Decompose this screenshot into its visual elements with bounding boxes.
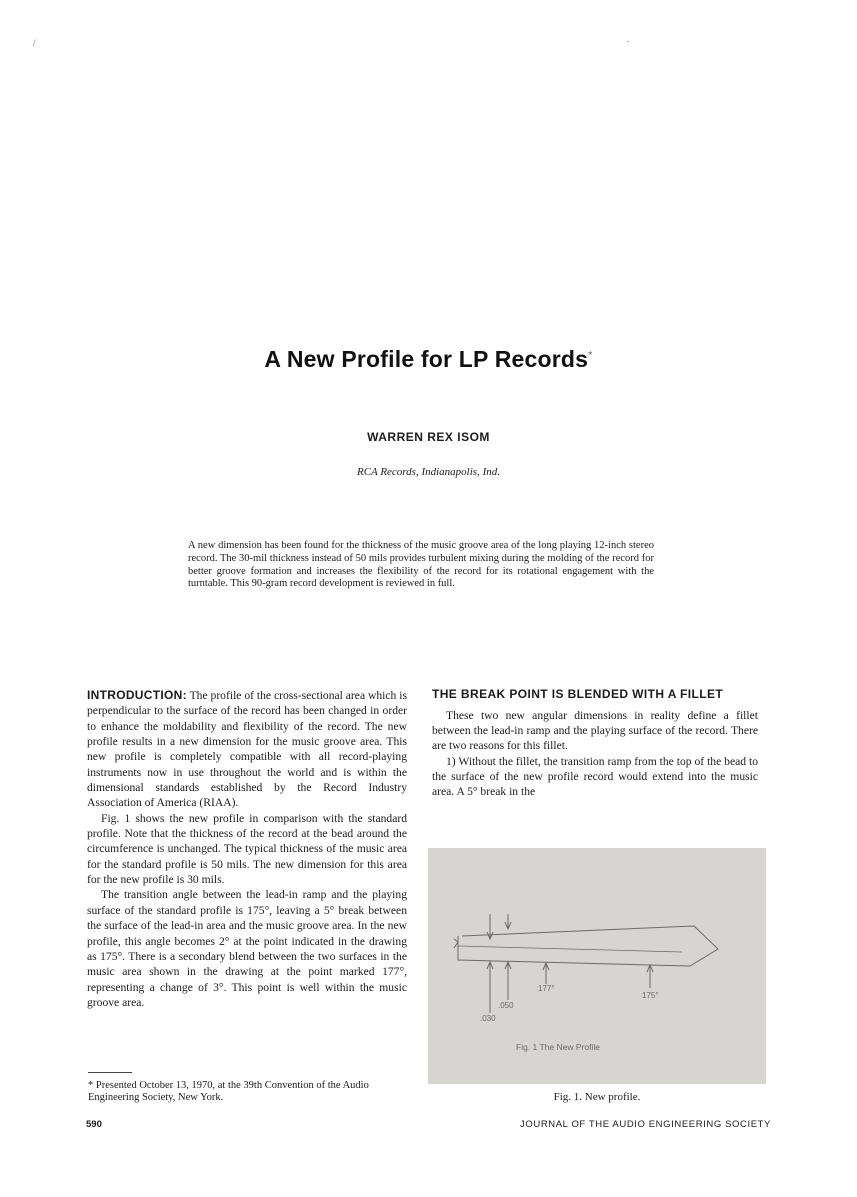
left-column bbox=[87, 688, 407, 1010]
intro-runin-heading: INTRODUCTION: bbox=[87, 688, 187, 702]
section-paragraph-1: These two new angular dimensions in reality define a fillet between the lead-in ramp and the playing surface of the record. There are two reasons for this fillet. bbox=[432, 708, 758, 753]
scan-speck: . bbox=[627, 34, 630, 44]
abstract: A new dimension has been found for the thickness of the music groove area of the long playing 12-inch stereo record. The 30-mil thickness instead of 50 mils provides turbulent mixing during the molding of the record for better groove formation and increases the flexibility of the record for its rotational engagement with the turntable. This 90-gram record development is reviewed in full. bbox=[188, 540, 654, 590]
footnote: * Presented October 13, 1970, at the 39th Convention of the Audio Engineering Society, New York. bbox=[88, 1080, 369, 1104]
intro-paragraph-2: Fig. 1 shows the new profile in comparison with the standard profile. Note that the thickness of the record at the bead around the circumference is unchanged. The typical thickness of the music area for the standard profile is 50 mils. The new dimension for this area for the new profile is 30 mils. bbox=[87, 811, 407, 887]
profile-drawing bbox=[428, 848, 766, 1084]
label-050: .050 bbox=[498, 1001, 514, 1010]
figure-inner-caption: Fig. 1 The New Profile bbox=[516, 1042, 600, 1052]
intro-paragraph-1 bbox=[87, 688, 407, 811]
label-030: .030 bbox=[480, 1014, 496, 1023]
label-177-degrees: 177° bbox=[538, 984, 555, 993]
intro-paragraph-1-text: The profile of the cross-sectional area which is perpendicular to the surface of the record has been changed in order to enhance the moldability and flexibility of the record. The new profile results in a new dimension for the music groove area. This new profile is completely compatible with all record-playing instruments now in use throughout the world and is within the dimensional standards established by the Record Industry Association of America (RIAA). bbox=[87, 689, 407, 810]
page-title: A New Profile for LP Records* bbox=[264, 346, 593, 372]
right-column bbox=[432, 688, 758, 800]
profile-outline bbox=[458, 926, 718, 966]
section-paragraph-2: 1) Without the fillet, the transition ramp from the top of the bead to the surface of the new profile record would extend into the music area. A 5° break in the bbox=[432, 754, 758, 799]
label-175-degrees: 175° bbox=[642, 991, 659, 1000]
profile-inner-line bbox=[458, 946, 682, 952]
journal-name: JOURNAL OF THE AUDIO ENGINEERING SOCIETY bbox=[520, 1119, 771, 1130]
scan-speck: / bbox=[33, 38, 36, 48]
author-name: WARREN REX ISOM bbox=[367, 430, 490, 444]
figure-profile-drawing bbox=[428, 848, 766, 1084]
page-number: 590 bbox=[86, 1119, 102, 1130]
title-footnote-mark: * bbox=[588, 349, 593, 362]
profile-bead-notch bbox=[454, 939, 458, 948]
figure-caption: Fig. 1. New profile. bbox=[553, 1091, 641, 1103]
author-affiliation: RCA Records, Indianapolis, Ind. bbox=[357, 466, 500, 478]
section-heading: THE BREAK POINT IS BLENDED WITH A FILLET bbox=[432, 687, 724, 701]
intro-paragraph-3: The transition angle between the lead-in ramp and the playing surface of the standard profile is 175°, leaving a 5° break between the surface of the lead-in area and the music groove area. In the new profile, this angle becomes 2° at the point indicated in the drawing as 175°. There is a secondary blend between the two surfaces in the music area shown in the drawing at the point marked 177°, representing a change of 3°. This point is well within the music groove area. bbox=[87, 888, 407, 1009]
footnote-rule bbox=[88, 1072, 132, 1073]
